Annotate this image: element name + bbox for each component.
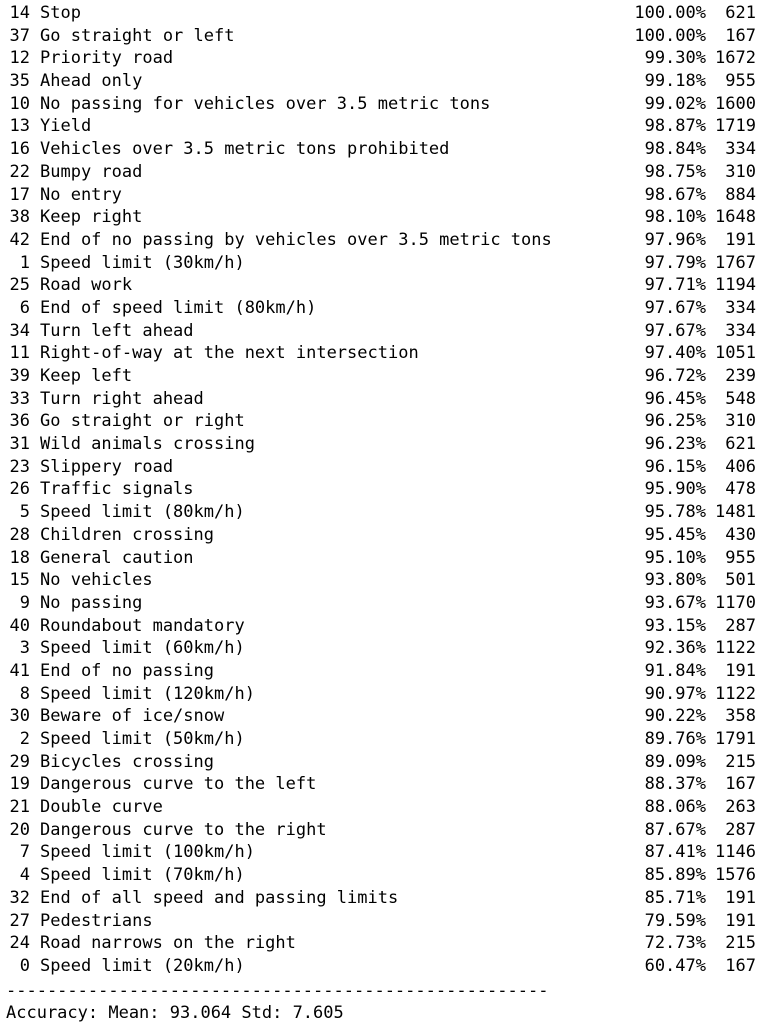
class-id: 0 xyxy=(19,955,30,976)
sample-count: 955 xyxy=(725,547,756,568)
sample-count: 239 xyxy=(725,366,756,386)
sample-count: 191 xyxy=(725,229,756,250)
table-row xyxy=(6,115,756,138)
class-id: 27 xyxy=(9,910,30,931)
accuracy-percent: 98.67% xyxy=(644,184,706,205)
table-row xyxy=(6,864,756,887)
class-id: 21 xyxy=(9,797,30,818)
class-id: 3 xyxy=(19,638,30,659)
class-id: 31 xyxy=(9,434,30,455)
class-name: Keep left xyxy=(40,366,133,386)
table-row xyxy=(6,70,756,93)
class-name: Right-of-way at the next intersection xyxy=(40,343,419,364)
class-name: Keep right xyxy=(40,207,143,228)
table-row xyxy=(6,683,756,706)
class-id: 26 xyxy=(9,479,30,500)
class-id: 12 xyxy=(9,48,30,69)
accuracy-percent: 99.30% xyxy=(644,48,706,69)
sample-count: 1122 xyxy=(715,683,756,704)
accuracy-percent: 93.80% xyxy=(644,570,706,591)
sample-count: 191 xyxy=(725,887,756,908)
class-id: 8 xyxy=(19,683,30,704)
sample-count: 334 xyxy=(725,320,756,341)
accuracy-percent: 93.67% xyxy=(644,592,706,613)
sample-count: 310 xyxy=(725,411,756,432)
accuracy-summary: Accuracy: Mean: 93.064 Std: 7.605 xyxy=(6,1003,344,1023)
table-row xyxy=(6,274,756,297)
class-name: Vehicles over 3.5 metric tons prohibited xyxy=(40,139,450,160)
table-row xyxy=(6,320,756,343)
accuracy-percent: 95.78% xyxy=(644,502,706,523)
accuracy-percent: 85.89% xyxy=(644,865,706,886)
class-name: End of no passing by vehicles over 3.5 metric tons xyxy=(40,229,552,250)
class-name: Dangerous curve to the right xyxy=(40,819,327,840)
sample-count: 167 xyxy=(725,774,756,795)
class-name: Yield xyxy=(40,116,92,137)
class-name: Traffic signals xyxy=(40,479,194,500)
class-name: Go straight or right xyxy=(40,411,245,432)
table-row xyxy=(6,796,756,819)
class-name: No passing for vehicles over 3.5 metric tons xyxy=(40,93,491,114)
class-id: 19 xyxy=(9,774,30,795)
sample-count: 263 xyxy=(725,797,756,818)
table-row xyxy=(6,342,756,365)
class-id: 42 xyxy=(9,229,30,250)
class-id: 32 xyxy=(9,887,30,908)
accuracy-percent: 87.67% xyxy=(644,819,706,840)
class-id: 15 xyxy=(9,570,30,591)
table-row xyxy=(6,365,756,388)
sample-count: 1122 xyxy=(715,638,756,659)
class-id: 28 xyxy=(9,524,30,545)
table-row xyxy=(6,751,756,774)
table-row xyxy=(6,252,756,275)
sample-count: 406 xyxy=(725,456,756,477)
sample-count: 1719 xyxy=(715,116,756,137)
sample-count: 167 xyxy=(725,25,756,46)
accuracy-percent: 96.72% xyxy=(644,366,706,386)
table-row xyxy=(6,819,756,842)
accuracy-percent: 97.79% xyxy=(644,252,706,273)
sample-count: 334 xyxy=(725,297,756,318)
class-name: End of no passing xyxy=(40,660,214,681)
table-row xyxy=(6,955,756,978)
accuracy-percent: 98.87% xyxy=(644,116,706,137)
class-name: Stop xyxy=(40,3,81,23)
sample-count: 884 xyxy=(725,184,756,205)
table-row xyxy=(6,615,756,638)
class-name: Turn left ahead xyxy=(40,320,194,341)
accuracy-percent: 96.23% xyxy=(644,434,706,455)
accuracy-percent: 93.15% xyxy=(644,615,706,636)
table-row xyxy=(6,456,756,479)
class-name: End of all speed and passing limits xyxy=(40,887,399,908)
class-id: 2 xyxy=(19,729,30,749)
table-row xyxy=(6,932,756,955)
table-row xyxy=(6,705,756,728)
accuracy-percent: 97.96% xyxy=(644,229,706,250)
sample-count: 430 xyxy=(725,524,756,545)
class-id: 11 xyxy=(9,343,30,364)
class-name: Speed limit (20km/h) xyxy=(40,955,245,976)
sample-count: 1481 xyxy=(715,502,756,523)
class-name: End of speed limit (80km/h) xyxy=(40,297,317,318)
accuracy-percent: 79.59% xyxy=(644,910,706,931)
class-id: 37 xyxy=(9,25,30,46)
accuracy-percent: 100.00% xyxy=(634,3,706,23)
class-id: 17 xyxy=(9,184,30,205)
class-name: Double curve xyxy=(40,797,163,818)
class-id: 1 xyxy=(19,252,30,273)
sample-count: 1576 xyxy=(715,865,756,886)
class-name: No passing xyxy=(40,592,143,613)
table-row xyxy=(6,728,756,751)
class-name: Turn right ahead xyxy=(40,388,204,409)
table-row xyxy=(6,93,756,116)
class-name: Go straight or left xyxy=(40,25,235,46)
sample-count: 358 xyxy=(725,706,756,727)
class-id: 40 xyxy=(9,615,30,636)
accuracy-percent: 72.73% xyxy=(644,933,706,954)
class-id: 22 xyxy=(9,161,30,182)
table-row xyxy=(6,25,756,48)
class-name: Speed limit (50km/h) xyxy=(40,729,245,749)
table-row xyxy=(6,410,756,433)
accuracy-percent: 89.09% xyxy=(644,751,706,772)
class-name: Road narrows on the right xyxy=(40,933,296,954)
table-row xyxy=(6,47,756,70)
table-row xyxy=(6,501,756,524)
class-id: 6 xyxy=(19,297,30,318)
class-name: Wild animals crossing xyxy=(40,434,255,455)
class-name: Ahead only xyxy=(40,71,143,92)
accuracy-percent: 97.67% xyxy=(644,320,706,341)
class-id: 7 xyxy=(19,842,30,863)
table-row xyxy=(6,841,756,864)
class-id: 24 xyxy=(9,933,30,954)
accuracy-percent: 97.67% xyxy=(644,297,706,318)
class-id: 36 xyxy=(9,411,30,432)
table-row xyxy=(6,206,756,229)
sample-count: 621 xyxy=(725,3,756,23)
class-name: Road work xyxy=(40,275,133,296)
class-name: Speed limit (60km/h) xyxy=(40,638,245,659)
sample-count: 1170 xyxy=(715,592,756,613)
sample-count: 287 xyxy=(725,615,756,636)
table-row xyxy=(6,569,756,592)
accuracy-percent: 85.71% xyxy=(644,887,706,908)
sample-count: 287 xyxy=(725,819,756,840)
sample-count: 1600 xyxy=(715,93,756,114)
class-id: 41 xyxy=(9,660,30,681)
class-name: General caution xyxy=(40,547,194,568)
class-name: Dangerous curve to the left xyxy=(40,774,317,795)
accuracy-percent: 60.47% xyxy=(644,955,706,976)
sample-count: 1051 xyxy=(715,343,756,364)
table-row xyxy=(6,773,756,796)
accuracy-percent: 89.76% xyxy=(644,729,706,749)
sample-count: 1791 xyxy=(715,729,756,749)
table-row xyxy=(6,229,756,252)
table-row xyxy=(6,388,756,411)
class-id: 14 xyxy=(9,3,30,23)
table-row xyxy=(6,184,756,207)
accuracy-percent: 97.71% xyxy=(644,275,706,296)
accuracy-percent: 95.10% xyxy=(644,547,706,568)
accuracy-percent: 88.06% xyxy=(644,797,706,818)
accuracy-percent: 90.97% xyxy=(644,683,706,704)
class-id: 29 xyxy=(9,751,30,772)
class-name: Children crossing xyxy=(40,524,214,545)
sample-count: 548 xyxy=(725,388,756,409)
sample-count: 191 xyxy=(725,660,756,681)
accuracy-percent: 91.84% xyxy=(644,660,706,681)
sample-count: 167 xyxy=(725,955,756,976)
class-name: Pedestrians xyxy=(40,910,153,931)
class-id: 9 xyxy=(19,592,30,613)
accuracy-report xyxy=(6,2,756,978)
class-name: No vehicles xyxy=(40,570,153,591)
class-id: 20 xyxy=(9,819,30,840)
accuracy-percent: 88.37% xyxy=(644,774,706,795)
accuracy-percent: 98.84% xyxy=(644,139,706,160)
sample-count: 501 xyxy=(725,570,756,591)
sample-count: 1146 xyxy=(715,842,756,863)
class-id: 13 xyxy=(9,116,30,137)
table-row xyxy=(6,138,756,161)
sample-count: 621 xyxy=(725,434,756,455)
table-row xyxy=(6,910,756,933)
class-name: Speed limit (120km/h) xyxy=(40,683,255,704)
accuracy-percent: 100.00% xyxy=(634,25,706,46)
class-name: Beware of ice/snow xyxy=(40,706,225,727)
accuracy-percent: 99.02% xyxy=(644,93,706,114)
table-row xyxy=(6,161,756,184)
class-name: Roundabout mandatory xyxy=(40,615,245,636)
class-id: 34 xyxy=(9,320,30,341)
sample-count: 191 xyxy=(725,910,756,931)
class-name: No entry xyxy=(40,184,122,205)
accuracy-percent: 96.15% xyxy=(644,456,706,477)
accuracy-percent: 99.18% xyxy=(644,71,706,92)
class-id: 38 xyxy=(9,207,30,228)
table-row xyxy=(6,637,756,660)
class-id: 25 xyxy=(9,275,30,296)
sample-count: 1194 xyxy=(715,275,756,296)
class-name: Priority road xyxy=(40,48,174,69)
sample-count: 478 xyxy=(725,479,756,500)
divider-line: ----------------------------------------------------- xyxy=(6,981,549,1001)
sample-count: 215 xyxy=(725,933,756,954)
class-name: Slippery road xyxy=(40,456,174,477)
class-id: 33 xyxy=(9,388,30,409)
sample-count: 955 xyxy=(725,71,756,92)
class-name: Speed limit (100km/h) xyxy=(40,842,255,863)
table-row xyxy=(6,660,756,683)
table-row xyxy=(6,547,756,570)
sample-count: 1648 xyxy=(715,207,756,228)
table-row xyxy=(6,887,756,910)
class-name: Speed limit (80km/h) xyxy=(40,502,245,523)
class-name: Speed limit (70km/h) xyxy=(40,865,245,886)
table-row xyxy=(6,478,756,501)
table-row xyxy=(6,433,756,456)
sample-count: 1767 xyxy=(715,252,756,273)
class-id: 10 xyxy=(9,93,30,114)
sample-count: 1672 xyxy=(715,48,756,69)
class-name: Bumpy road xyxy=(40,161,143,182)
accuracy-percent: 96.25% xyxy=(644,411,706,432)
sample-count: 334 xyxy=(725,139,756,160)
accuracy-percent: 95.45% xyxy=(644,524,706,545)
class-id: 23 xyxy=(9,456,30,477)
class-id: 16 xyxy=(9,139,30,160)
sample-count: 215 xyxy=(725,751,756,772)
table-row xyxy=(6,2,756,25)
class-name: Speed limit (30km/h) xyxy=(40,252,245,273)
accuracy-percent: 98.10% xyxy=(644,207,706,228)
class-id: 30 xyxy=(9,706,30,727)
accuracy-percent: 97.40% xyxy=(644,343,706,364)
accuracy-percent: 96.45% xyxy=(644,388,706,409)
class-id: 39 xyxy=(9,366,30,386)
table-row xyxy=(6,297,756,320)
accuracy-percent: 87.41% xyxy=(644,842,706,863)
table-row xyxy=(6,592,756,615)
accuracy-percent: 98.75% xyxy=(644,161,706,182)
accuracy-percent: 92.36% xyxy=(644,638,706,659)
class-id: 18 xyxy=(9,547,30,568)
class-id: 35 xyxy=(9,71,30,92)
class-name: Bicycles crossing xyxy=(40,751,214,772)
table-row xyxy=(6,524,756,547)
sample-count: 310 xyxy=(725,161,756,182)
class-id: 5 xyxy=(19,502,30,523)
accuracy-percent: 95.90% xyxy=(644,479,706,500)
accuracy-percent: 90.22% xyxy=(644,706,706,727)
class-id: 4 xyxy=(19,865,30,886)
